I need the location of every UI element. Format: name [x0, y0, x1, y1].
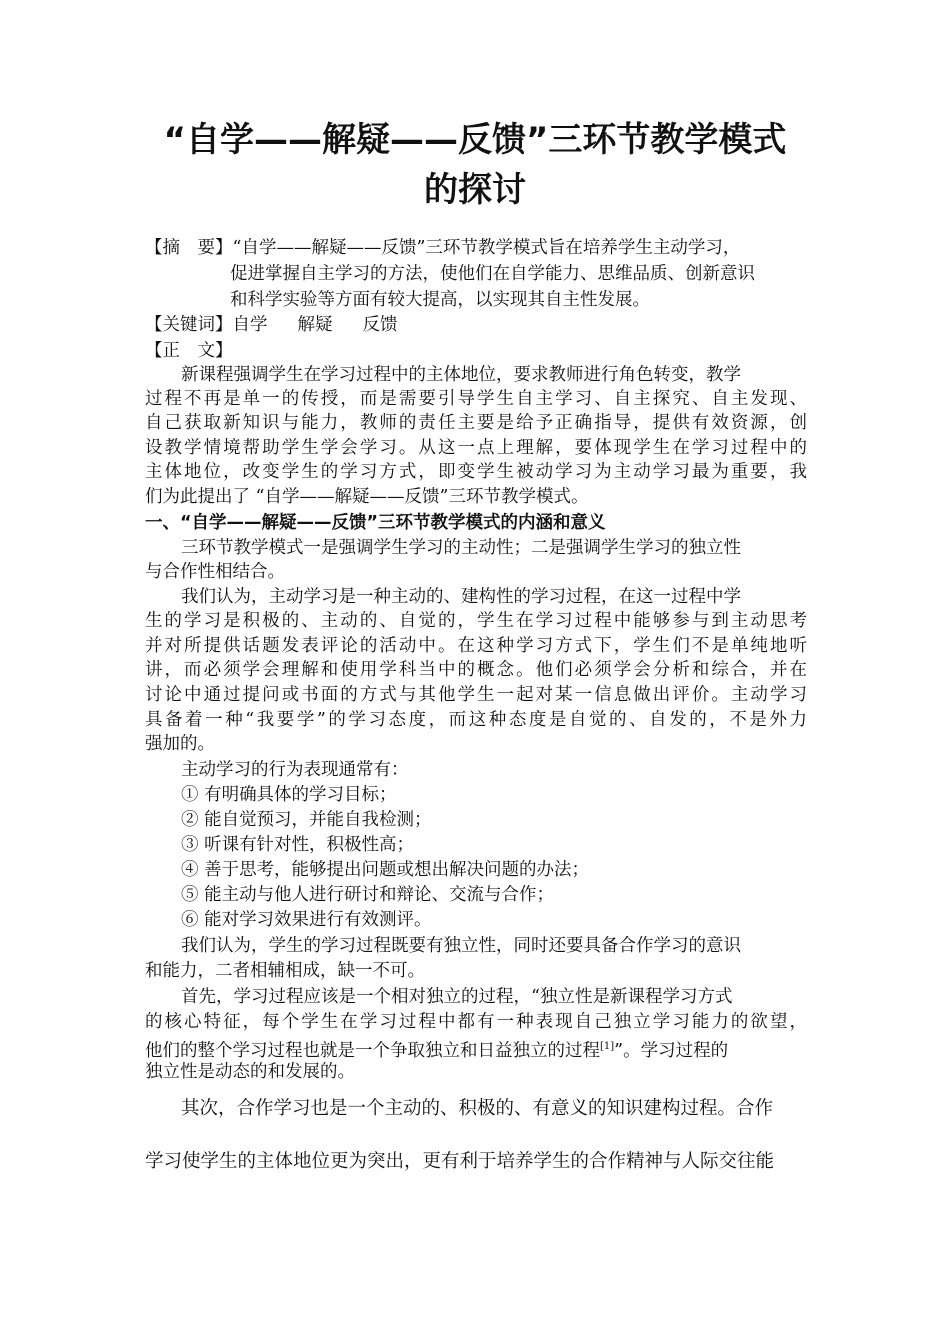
behaviors-intro: 主动学习的行为表现通常有： — [181, 760, 409, 780]
keyword: 反馈 — [362, 315, 398, 335]
paragraph-line: 的核心特征，每个学生在学习过程中都有一种表现自己独立学习能力的欲望， — [145, 1012, 807, 1032]
paragraph-line: 学习使学生的主体地位更为突出，更有利于培养学生的合作精神与人际交往能 — [145, 1151, 775, 1172]
paragraph-line: 三环节教学模式一是强调学生学习的主动性；二是强调学生学习的独立性 — [181, 538, 741, 558]
paragraph-line: 过程不再是单一的传授，而是需要引导学生自主学习、自主探究、自主发现、 — [145, 389, 807, 409]
keywords-line — [145, 313, 807, 337]
paragraph-line: 具备着一种“我要学”的学习态度，而这种态度是自觉的、自发的，不是外力 — [145, 710, 807, 730]
paragraph-line: 首先，学习过程应该是一个相对独立的过程，“独立性是新课程学习方式 — [181, 987, 733, 1007]
paragraph-line: 其次，合作学习也是一个主动的、积极的、有意义的知识建构过程。合作 — [181, 1098, 774, 1119]
paragraph-line: 强加的。 — [145, 734, 215, 754]
behavior-item: ① 有明确具体的学习目标； — [181, 785, 397, 805]
citation-marker: [1] — [600, 1041, 615, 1052]
document-title-line-2: 的探讨 — [424, 170, 526, 210]
paragraph-line: 自己获取新知识与能力，教师的责任主要是给予正确指导，提供有效资源，创 — [145, 413, 807, 433]
abstract-lead: “自学——解疑——反馈”三环节教学模式 — [232, 238, 548, 258]
behavior-item: ⑤ 能主动与他人进行研讨和辩论、交流与合作； — [181, 885, 555, 905]
paragraph-line: 并对所提供话题发表评论的活动中。在这种学习方式下，学生们不是单纯地听 — [145, 636, 807, 656]
paragraph-line: 生的学习是积极的、主动的、自觉的，学生在学习过程中能够参与到主动思考 — [145, 611, 807, 631]
paragraph-line: 新课程强调学生在学习过程中的主体地位，要求教师进行角色转变，教学 — [181, 365, 741, 385]
abstract-label: 【摘 要】 — [145, 238, 233, 258]
paragraph-line: 我们认为，学生的学习过程既要有独立性，同时还要具备合作学习的意识 — [181, 936, 741, 956]
paragraph-line: 独立性是动态的和发展的。 — [145, 1062, 355, 1082]
paragraph-line: 讨论中通过提问或书面的方式与其他学生一起对某一信息做出评价。主动学习 — [145, 685, 807, 705]
abstract-line-3: 和科学实验等方面有较大提高，以实现其自主性发展。 — [230, 290, 650, 310]
paragraph-line: 主体地位，改变学生的学习方式，即变学生被动学习为主动学习最为重要，我 — [145, 462, 807, 482]
abstract-line-1 — [145, 236, 807, 260]
paragraph-line: 与合作性相结合。 — [145, 562, 285, 582]
behavior-item: ② 能自觉预习，并能自我检测； — [181, 810, 432, 830]
citation-sentence-end: ”。学习过程的 — [614, 1040, 729, 1061]
abstract-text: 旨在培养学生主动学习， — [547, 238, 741, 258]
document-title-line-1: “自学——解疑——反馈”三环节教学模式 — [163, 120, 787, 160]
behavior-item: ⑥ 能对学习效果进行有效测评。 — [181, 910, 432, 930]
paragraph-line: 讲，而必须学会理解和使用学科当中的概念。他们必须学会分析和综合，并在 — [145, 660, 807, 680]
paragraph-line: 和能力，二者相辅相成，缺一不可。 — [145, 961, 425, 981]
citation-sentence: 他们的整个学习过程也就是一个争取独立和日益独立的过程 — [145, 1040, 600, 1061]
paragraph-line — [145, 1035, 807, 1063]
keywords-label: 【关键词】 — [145, 315, 233, 335]
keyword: 自学 — [232, 315, 268, 335]
section-heading: 一、“自学——解疑——反馈”三环节教学模式的内涵和意义 — [145, 513, 606, 533]
paragraph-line: 们为此提出了 “自学——解疑——反馈”三环节教学模式。 — [145, 487, 589, 507]
abstract-line-2: 促进掌握自主学习的方法，使他们在自学能力、思维品质、创新意识 — [230, 264, 755, 284]
body-label: 【正 文】 — [145, 341, 233, 361]
keyword: 解疑 — [297, 315, 333, 335]
paragraph-line: 设教学情境帮助学生学会学习。从这一点上理解，要体现学生在学习过程中的 — [145, 438, 807, 458]
behavior-item: ③ 听课有针对性，积极性高； — [181, 835, 415, 855]
paragraph-line: 我们认为，主动学习是一种主动的、建构性的学习过程，在这一过程中学 — [181, 587, 741, 607]
behavior-item: ④ 善于思考，能够提出问题或想出解决问题的办法； — [181, 860, 590, 880]
